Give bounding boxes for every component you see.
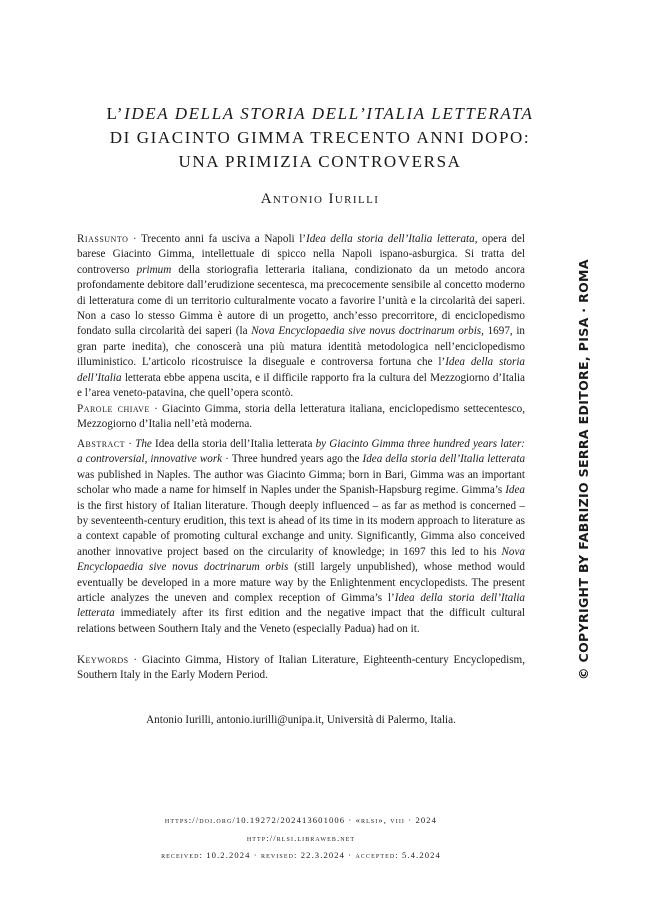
abstract-paragraph: Abstract · The Idea della storia dell’Italia letterata by Giacinto Gimma three hundred years later: a controversial, innovative work · Three hundred years ago the Idea della storia dell’Italia letterata was published in Naples. The author was Giacinto Gimma; born in Bari, Gimma was an important scholar who made a name for himself in Naples under the Spanish-Hapsburg regime. Gimma’s Idea is the first history of Italian literature. Though deeply influenced – as far as method is concerned – by seventeenth-century erudition, this text is ahead of its time in its modern approach to literature as a context capable of promoting cultural exchange and unity. Significantly, Gimma also conceived another innovative project based on the circularity of knowledge; in 1697 this led to his Nova Encyclopaedia sive novus doctrinarum orbis (still largely unpublished), whose method would eventually be developed in a more mature way by the Enlightenment encyclopedists. The present article analyzes the uneven and complex reception of Gimma’s l’Idea della storia dell’Italia letterata immediately after its first edition and the negative impact that the difficult cultural relations between Southern Italy and the Veneto (especially Padua) had on it. [77, 438, 526, 635]
riassunto-label: Riassunto [77, 233, 129, 245]
article-title [60, 102, 580, 174]
author-affiliation: Antonio Iurilli, antonio.iurilli@unipa.it, Università di Palermo, Italia. [146, 714, 456, 726]
parole-chiave-label: Parole chiave [77, 403, 150, 415]
title-line-3: UNA PRIMIZIA CONTROVERSA [178, 152, 462, 171]
title-line-1: L’IDEA DELLA STORIA DELL’ITALIA LETTERATA [106, 104, 534, 123]
title-italic: IDEA DELLA STORIA DELL’ITALIA LETTERATA [124, 104, 534, 123]
title-line-2: DI GIACINTO GIMMA TRECENTO ANNI DOPO: [109, 128, 531, 147]
publication-footer [77, 812, 525, 865]
abstract-label: Abstract [77, 438, 126, 450]
doi-line: https://doi.org/10.19272/202413601006 · «rlsi», viii · 2024 [164, 815, 438, 825]
author-name: Antonio Iurilli [260, 191, 380, 207]
copyright-notice: © COPYRIGHT BY FABRIZIO SERRA EDITORE, PISA · ROMA [576, 259, 591, 680]
keywords-paragraph: Keywords · Giacinto Gimma, History of Italian Literature, Eighteenth-century Encyclopedism, Southern Italy in the Early Modern Period. [77, 654, 525, 682]
keywords-label: Keywords [77, 654, 129, 666]
riassunto-paragraph: Riassunto · Trecento anni fa usciva a Napoli l’Idea della storia dell’Italia letterata, opera del barese Giacinto Gimma, intellettuale di spicco nella Napoli ispano-asburgica. Si tratta del controverso primum della storiografia letteraria italiana, condizionato da un metodo ancora profondamente debitore dall’erudizione secentesca, ma precocemente sensibile al concetto moderno di letteratura come di un territorio culturalmente vocato a favorire l’unità e la circolarità dei saperi. Non a caso lo stesso Gimma è autore di un progetto, anch’esso precorritore, di enciclopedismo fondato sulla circolarità dei saperi (la Nova Encyclopaedia sive novus doctrinarum orbis, 1697, in gran parte inedita), che conoscerà una più matura identità metodologica nell’enciclopedismo illuministico. L’articolo ricostruisce la diseguale e controversa fortuna che l’Idea della storia dell’Italia letterata ebbe appena uscita, e il difficile rapporto fra la cultura del Mezzogiorno d’Italia e l’area veneto-patavina, che quell’opera scontò. [77, 233, 526, 400]
submission-dates: received: 10.2.2024 · revised: 22.3.2024 · accepted: 5.4.2024 [161, 850, 441, 860]
journal-url: http://rlsi.libraweb.net [246, 832, 356, 843]
parole-chiave-paragraph: Parole chiave · Giacinto Gimma, storia della letteratura italiana, enciclopedismo settecentesco, Mezzogiorno d’Italia nell’età moderna. [77, 403, 525, 431]
